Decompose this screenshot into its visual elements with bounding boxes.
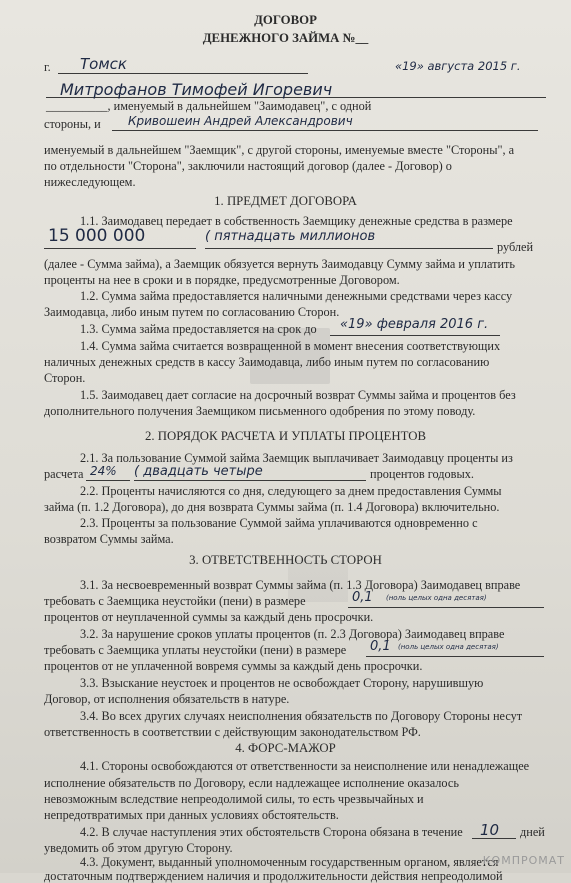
s2-line-1: 2.1. За пользование Суммой займа Заемщик выплачивает Заимодавцу проценты из (80, 451, 513, 465)
s4-line-8: 4.3. Документ, выданный уполномоченным государственным органом, является (80, 855, 499, 869)
s4-line-9: достаточным подтверждением наличия и продолжительности действия непреодолимой (44, 869, 503, 883)
s2-years: процентов годовых. (370, 467, 474, 481)
s1-line-6: Заимодавца, либо иным путем по согласованию Сторон. (44, 305, 340, 319)
s3-line-2: требовать с Заемщика неустойки (пени) в размере (44, 594, 306, 608)
preamble-line-4: по отдельности "Сторона", заключили настоящий договор (далее - Договор) о (44, 159, 452, 173)
s4-line-1: 4.1. Стороны освобождаются от ответственности за неисполнение или ненадлежащее (80, 759, 530, 773)
rate-handwritten: 24% (90, 464, 117, 478)
s1-line-8: 1.4. Сумма займа считается возвращенной в момент внесения соответствующих (80, 339, 501, 353)
s1-line-11: 1.5. Заимодавец дает согласие на досрочный возврат Суммы займа и процентов без (80, 388, 516, 402)
penalty2-handwritten: 0,1 (370, 639, 391, 654)
term-handwritten: «19» февраля 2016 г. (340, 317, 489, 332)
s3-line-4: 3.2. За нарушение сроков уплаты процентов (п. 2.3 Договора) Заимодавец вправе (80, 627, 505, 641)
amount-handwritten: 15 000 000 (48, 226, 146, 246)
s3-line-7: 3.3. Взыскание неустоек и процентов не освобождает Сторону, нарушившую (80, 676, 484, 690)
s1-line-5: 1.2. Сумма займа предоставляется наличными денежными средствами через кассу (80, 289, 513, 303)
doc-title: ДОГОВОР (254, 13, 317, 27)
section-2-title: 2. ПОРЯДОК РАСЧЕТА И УПЛАТЫ ПРОЦЕНТОВ (144, 429, 427, 443)
s4-line-7: уведомить об этом другую Сторону. (44, 841, 233, 855)
s2-line-6: 2.3. Проценты за пользование Суммой займа уплачиваются одновременно с (80, 516, 478, 530)
amount-line (44, 248, 196, 249)
s3-line-10: ответственность в соответствии с действующим законодательством РФ. (44, 725, 421, 739)
s2-line-5: займа (п. 1.2 Договора), до дня возврата Суммы займа (п. 1.4 Договора) включительно. (44, 500, 500, 514)
penalty2-note-handwritten: (ноль целых одна десятая) (398, 643, 499, 651)
city-line (58, 73, 308, 74)
rate-words-line (134, 480, 366, 481)
rate-words-handwritten: ( двадцать четыре (134, 464, 263, 479)
city-handwritten: Томск (80, 55, 127, 73)
section-1-title: 1. ПРЕДМЕТ ДОГОВОРА (214, 194, 357, 208)
preamble-line-2: стороны, и (44, 117, 101, 131)
s3-line-9: 3.4. Во всех других случаях неисполнения обязательств по Договору Стороны несут (80, 709, 523, 723)
s1-line-1: 1.1. Заимодавец передает в собственность Заемщику денежные средства в размере (80, 214, 513, 228)
preamble-line-1: __________, именуемый в дальнейшем "Заимодавец", с одной (46, 99, 372, 113)
watermark-text: КОМПРОМАТ (482, 854, 565, 867)
s1-line-12: дополнительного получения Заемщиком письменного одобрения по этому поводу. (44, 404, 476, 418)
doc-subtitle: ДЕНЕЖНОГО ЗАЙМА №__ (202, 31, 369, 45)
lender-handwritten: Митрофанов Тимофей Игоревич (60, 80, 333, 99)
days-handwritten: 10 (480, 821, 500, 839)
s4-line-3: невозможным вследствие непреодолимой силы, то есть чрезвычайных и (44, 792, 424, 806)
penalty2-line (366, 656, 544, 657)
s1-line-9: наличных денежных средств в кассу Заимодавца, либо иным путем по согласованию (44, 355, 490, 369)
borrower-line (112, 130, 538, 131)
s1-line-7: 1.3. Сумма займа предоставляется на срок до (80, 322, 317, 336)
s3-line-8: Договор, от исполнения обязательств в натуре. (44, 692, 290, 706)
section-3-title: 3. ОТВЕТСТВЕННОСТЬ СТОРОН (189, 553, 382, 567)
preamble-line-3: именуемый в дальнейшем "Заемщик", с другой стороны, именуемые вместе "Стороны", а (44, 143, 515, 157)
preamble-line-5: нижеследующем. (44, 175, 136, 189)
s3-line-5: требовать с Заемщика уплаты неустойки (пени) в размере (44, 643, 347, 657)
s1-line-4: проценты на нее в сроки и в порядке, предусмотренные Договором. (44, 273, 400, 287)
penalty1-handwritten: 0,1 (352, 590, 373, 605)
s1-line-3: (далее - Сумма займа), а Заемщик обязуется вернуть Заимодавцу Сумму займа и уплатить (44, 257, 516, 271)
s2-raschet: расчета (44, 467, 84, 481)
term-line (330, 335, 500, 336)
s3-line-6: процентов от не уплаченной вовремя суммы за каждый день просрочки. (44, 659, 423, 673)
s4-line-2: исполнение обязательств по Договору, если надлежащее исполнение оказалось (44, 776, 459, 790)
s3-line-1: 3.1. За несвоевременный возврат Суммы займа (п. 1.3 Договора) Заимодавец вправе (80, 578, 521, 592)
s3-line-3: процентов от неуплаченной суммы за каждый день просрочки. (44, 610, 374, 624)
s2-line-7: возвратом Суммы займа. (44, 532, 174, 546)
rate-line (86, 480, 130, 481)
section-4-title: 4. ФОРС-МАЖОР (235, 741, 336, 755)
amount-words-line (205, 248, 493, 249)
s2-line-4: 2.2. Проценты начисляются со дня, следующего за днем предоставления Суммы (80, 484, 502, 498)
s4-line-5: 4.2. В случае наступления этих обстоятельств Сторона обязана в течение (80, 825, 463, 839)
date-handwritten: «19» августа 2015 г. (395, 59, 521, 73)
penalty1-line (348, 607, 544, 608)
s4-days: дней (520, 825, 545, 839)
city-prefix: г. (44, 60, 51, 74)
amount-words-handwritten: ( пятнадцать миллионов (205, 229, 376, 244)
s1-rubles: рублей (497, 240, 534, 254)
s4-line-4: непредотвратимых при данных условиях обстоятельств. (44, 808, 339, 822)
penalty1-note-handwritten: (ноль целых одна десятая) (386, 594, 487, 602)
s1-line-10: Сторон. (44, 371, 86, 385)
borrower-handwritten: Кривошеин Андрей Александрович (128, 114, 353, 128)
